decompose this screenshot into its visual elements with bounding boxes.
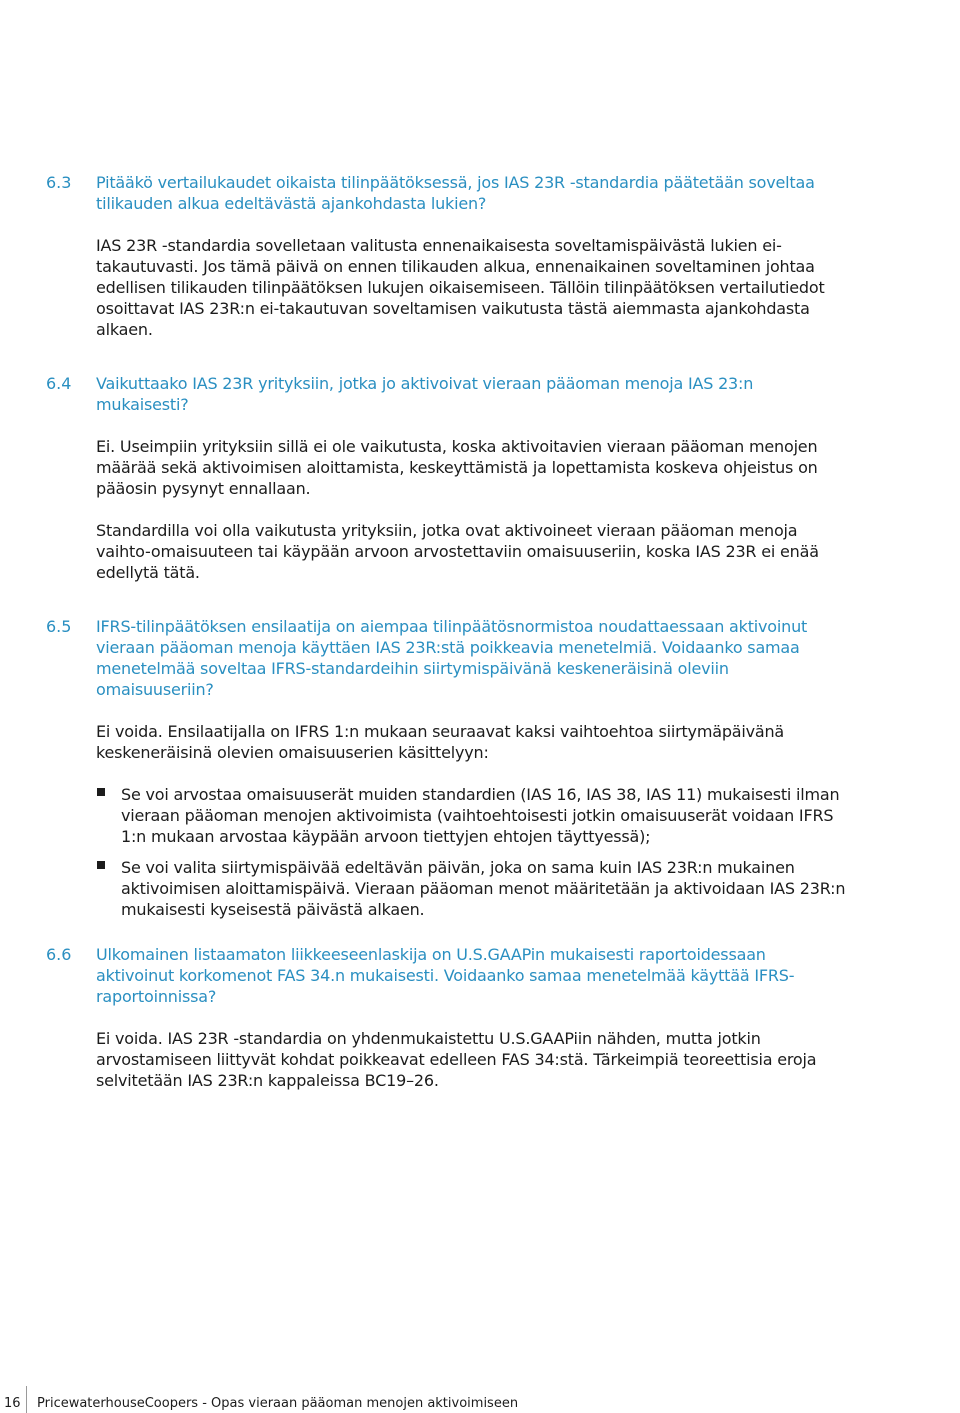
answer-text: Ei. Useimpiin yrityksiin sillä ei ole vaikutusta, koska aktivoitavien vieraan pääoman menojen määrää sekä aktivoimisen aloittamista, keskeyttämistä ja lopettamista koskeva ohjeistus on pääosin pysynyt ennallaan.	[96, 437, 818, 498]
list-item	[96, 784, 861, 847]
footer-divider	[26, 1386, 27, 1413]
section-6-5	[0, 616, 960, 930]
answer-text: Ei voida. Ensilaatijalla on IFRS 1:n mukaan seuraavat kaksi vaihtoehtoa siirtymäpäivänä keskeneräisinä olevien omaisuuserien käsittelyyn:	[96, 722, 785, 762]
list-item	[96, 857, 861, 920]
bullet-text: Se voi valita siirtymispäivää edeltävän päivän, joka on sama kuin IAS 23R:n mukainen aktivoimisen aloittamispäivä. Vieraan pääoman menot määritetään ja aktivoidaan IAS 23R:n mukaisesti kyseisestä päivästä alkaen.	[121, 858, 846, 919]
question-text: Vaikuttaako IAS 23R yrityksiin, jotka jo aktivoivat vieraan pääoman menoja IAS 23:n mukaisesti?	[96, 374, 754, 414]
section-6-3	[0, 172, 960, 340]
page-number: 16	[4, 1396, 21, 1411]
question-text: Ulkomainen listaamaton liikkeeseenlaskija on U.S.GAAPin mukaisesti raportoidessaan aktivoinut korkomenot FAS 34.n mukaisesti. Voidaanko samaa menetelmää käyttää IFRS-raportoinnissa?	[96, 945, 795, 1006]
section-number: 6.6	[46, 945, 72, 964]
section-number: 6.3	[46, 173, 72, 192]
section-6-6	[0, 944, 960, 1091]
answer-text-2: Standardilla voi olla vaikutusta yrityksiin, jotka ovat aktivoineet vieraan pääoman menoja vaihto-omaisuuteen tai käypään arvoon arvostettaviin omaisuuseriin, koska IAS 23R ei enää edellytä tätä.	[96, 521, 819, 582]
footer-title: PricewaterhouseCoopers - Opas vieraan pääoman menojen aktivoimiseen	[37, 1396, 519, 1411]
section-6-4	[0, 373, 960, 583]
answer-text: IAS 23R -standardia sovelletaan valitusta ennenaikaisesta soveltamispäivästä lukien ei-takautuvasti. Jos tämä päivä on ennen tilikauden alkua, ennenaikainen soveltaminen johtaa edellisen tilikauden tilinpäätöksen lukujen oikaisemiseen. Tällöin tilinpäätöksen vertailutiedot osoittavat IAS 23R:n ei-takautuvan soveltamisen vaikutusta tästä aiemmasta ajankohdasta alkaen.	[96, 236, 825, 339]
square-bullet-icon	[97, 861, 105, 869]
square-bullet-icon	[97, 788, 105, 796]
bullet-list	[96, 784, 960, 920]
question-text: IFRS-tilinpäätöksen ensilaatija on aiempaa tilinpäätösnormistoa noudattaessaan aktivoinut vieraan pääoman menoja käyttäen IAS 23R:stä poikkeavia menetelmiä. Voidaanko samaa menetelmää soveltaa IFRS-standardeihin siirtymispäivänä keskeneräisinä oleviin omaisuuseriin?	[96, 617, 808, 699]
section-number: 6.5	[46, 617, 72, 636]
bullet-text: Se voi arvostaa omaisuuserät muiden standardien (IAS 16, IAS 38, IAS 11) mukaisesti ilman vieraan pääoman menojen aktivoimista (vaihtoehtoisesti jotkin omaisuuserät voidaan IFRS 1:n mukaan arvostaa käypään arvoon tiettyjen ehtojen täyttyessä);	[121, 785, 840, 846]
answer-text: Ei voida. IAS 23R -standardia on yhdenmukaistettu U.S.GAAPiin nähden, mutta jotkin arvostamiseen liittyvät kohdat poikkeavat edelleen FAS 34:stä. Tärkeimpiä teoreettisia eroja selvitetään IAS 23R:n kappaleissa BC19–26.	[96, 1029, 817, 1090]
question-text: Pitääkö vertailukaudet oikaista tilinpäätöksessä, jos IAS 23R -standardia päätetään soveltaa tilikauden alkua edeltävästä ajankohdasta lukien?	[96, 173, 815, 213]
section-number: 6.4	[46, 374, 72, 393]
